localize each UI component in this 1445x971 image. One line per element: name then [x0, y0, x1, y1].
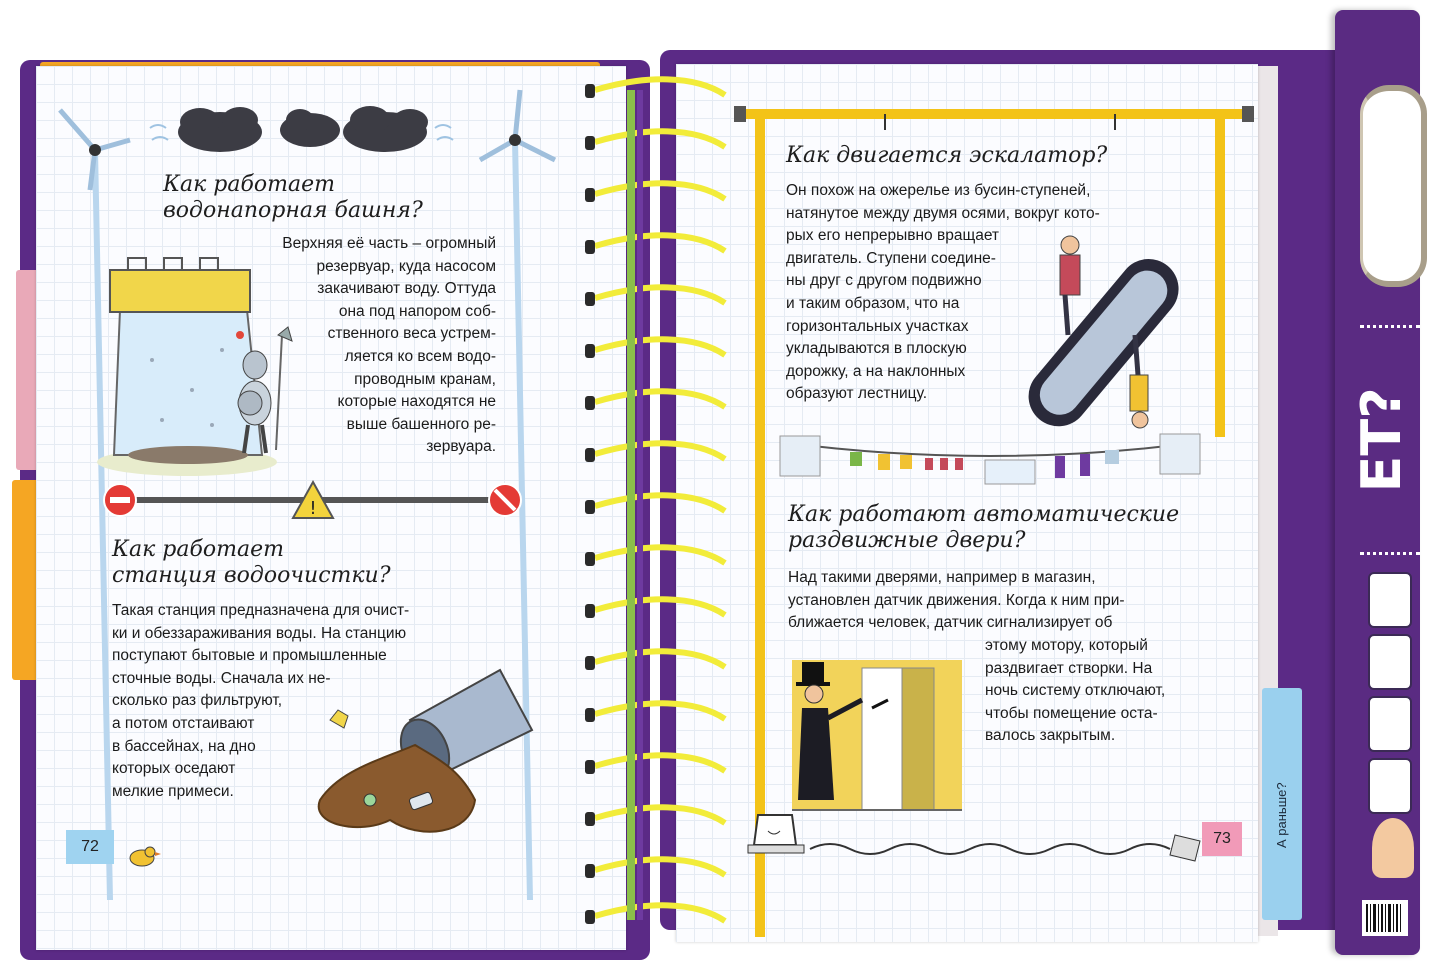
water-tower-text-line-5: ственного веса устрем- [327, 325, 496, 343]
sewage-pipe-illustration [300, 650, 550, 850]
doors-text-line-5: раздвигает створки. На [985, 659, 1153, 677]
escalator-heading: Как двигается эскалатор? [786, 143, 1108, 168]
bird-icon [122, 840, 162, 870]
water-treatment-text-line-8: которых оседают [112, 760, 236, 778]
page-number-left: 72 [66, 830, 114, 864]
water-tower-text-line-7: проводным кранам, [354, 370, 496, 388]
water-treatment-heading-line-1: Как работает [112, 537, 285, 562]
water-tower-text-line-6: ляется ко всем водо- [344, 347, 496, 365]
escalator-text-line-4: двигатель. Ступени соедине- [786, 249, 996, 267]
doors-heading-line-1: Как работают автоматические [788, 502, 1180, 527]
water-tower-text-line-10: зервуара. [426, 438, 496, 456]
sliding-doors-illustration [792, 660, 970, 815]
water-treatment-heading-line-2: станция водоочистки? [112, 563, 391, 589]
water-treatment-heading [112, 537, 391, 590]
water-tower-heading [163, 172, 423, 225]
flap-bubble-4 [1368, 758, 1412, 814]
water-treatment-text-line-6: а потом отстаивают [112, 714, 255, 732]
water-tower-heading-line-1: Как работает [163, 172, 336, 197]
water-treatment-text-line-9: мелкие примеси. [112, 782, 234, 800]
water-tower-text-line-4: она под напором соб- [338, 302, 496, 320]
doors-text-line-2: установлен датчик движения. Когда к ним при- [788, 591, 1125, 609]
escalator-loop-illustration [1020, 225, 1250, 435]
flap-character-illustration [1372, 818, 1414, 878]
page-number-right: 73 [1202, 822, 1242, 856]
road-sign-divider [100, 478, 530, 524]
doors-text-top [788, 567, 1125, 635]
cable-doodle-illustration [740, 805, 1210, 875]
barcode-icon [1362, 900, 1408, 936]
water-treatment-text-line-1: Такая станция предназначена для очист- [112, 602, 410, 619]
side-tab[interactable] [1262, 688, 1302, 920]
flap-dotted-line-bottom [1360, 552, 1420, 563]
water-tower-text-line-2: резервуар, куда насосом [316, 257, 496, 275]
flap-die-cut-hole [1360, 85, 1427, 287]
escalator-text-line-5: ны друг с другом подвижно [786, 272, 982, 290]
doors-heading-line-2: раздвижные двери? [788, 528, 1026, 554]
water-tower-text-line-9: выше башенного ре- [346, 415, 496, 433]
doors-text-line-3: ближается человек, датчик сигнализирует об [788, 614, 1113, 632]
doors-text-line-1: Над такими дверями, например в магазин, [788, 569, 1096, 586]
doors-text-line-6: ночь систему отключают, [985, 682, 1166, 700]
doors-heading [788, 502, 1179, 555]
water-tower-text [232, 233, 496, 459]
spiral-binding [585, 70, 735, 940]
water-tower-text-line-8: которые находятся не [337, 393, 496, 411]
escalator-text-line-8: укладываются в плоскую [786, 340, 967, 358]
doors-text-line-8: валось закрытым. [985, 727, 1116, 745]
doors-text-side [985, 635, 1165, 748]
water-treatment-text-line-2: ки и обеззараживания воды. На станцию [112, 624, 407, 642]
water-tower-heading-line-2: водонапорная башня? [163, 198, 423, 224]
water-treatment-text-line-3: поступают бытовые и промышленные [112, 647, 387, 665]
water-tower-text-line-1: Верхняя её часть – огромный [282, 235, 496, 252]
escalator-text-line-2: натянутое между двумя осями, вокруг кото- [786, 204, 1100, 222]
flap-bubble-1 [1368, 572, 1412, 628]
flap-bubble-3 [1368, 696, 1412, 752]
escalator-text-line-7: горизонтальных участках [786, 317, 969, 335]
escalator-text-line-6: и таким образом, что на [786, 294, 960, 312]
water-treatment-text-line-4: сточные воды. Сначала их не- [112, 669, 331, 687]
flap-barcode [1362, 900, 1408, 936]
flap-title: ЕТ? [1350, 387, 1413, 493]
water-tower-text-line-3: закачивают воду. Оттуда [317, 280, 496, 298]
escalator-text-line-10: образуют лестницу. [786, 385, 928, 403]
escalator-text-line-1: Он похож на ожерелье из бусин-ступеней, [786, 182, 1091, 199]
flap-bubble-2 [1368, 634, 1412, 690]
doors-text-line-7: чтобы помещение оста- [985, 704, 1158, 722]
water-treatment-text-line-7: в бассейнах, на дно [112, 737, 256, 755]
laundry-line-illustration [760, 430, 1220, 500]
doors-text-line-4: этому мотору, который [985, 637, 1148, 654]
escalator-text-line-9: дорожку, а на наклонных [786, 362, 966, 380]
svg-text:!: ! [309, 498, 317, 519]
flap-dotted-line-top [1360, 325, 1420, 336]
escalator-text-line-3: рых его непрерывно вращает [786, 227, 1000, 245]
water-treatment-text-line-5: сколько раз фильтруют, [112, 692, 283, 710]
clouds-illustration [140, 100, 460, 160]
side-tab-label: А раньше? [1274, 782, 1289, 848]
